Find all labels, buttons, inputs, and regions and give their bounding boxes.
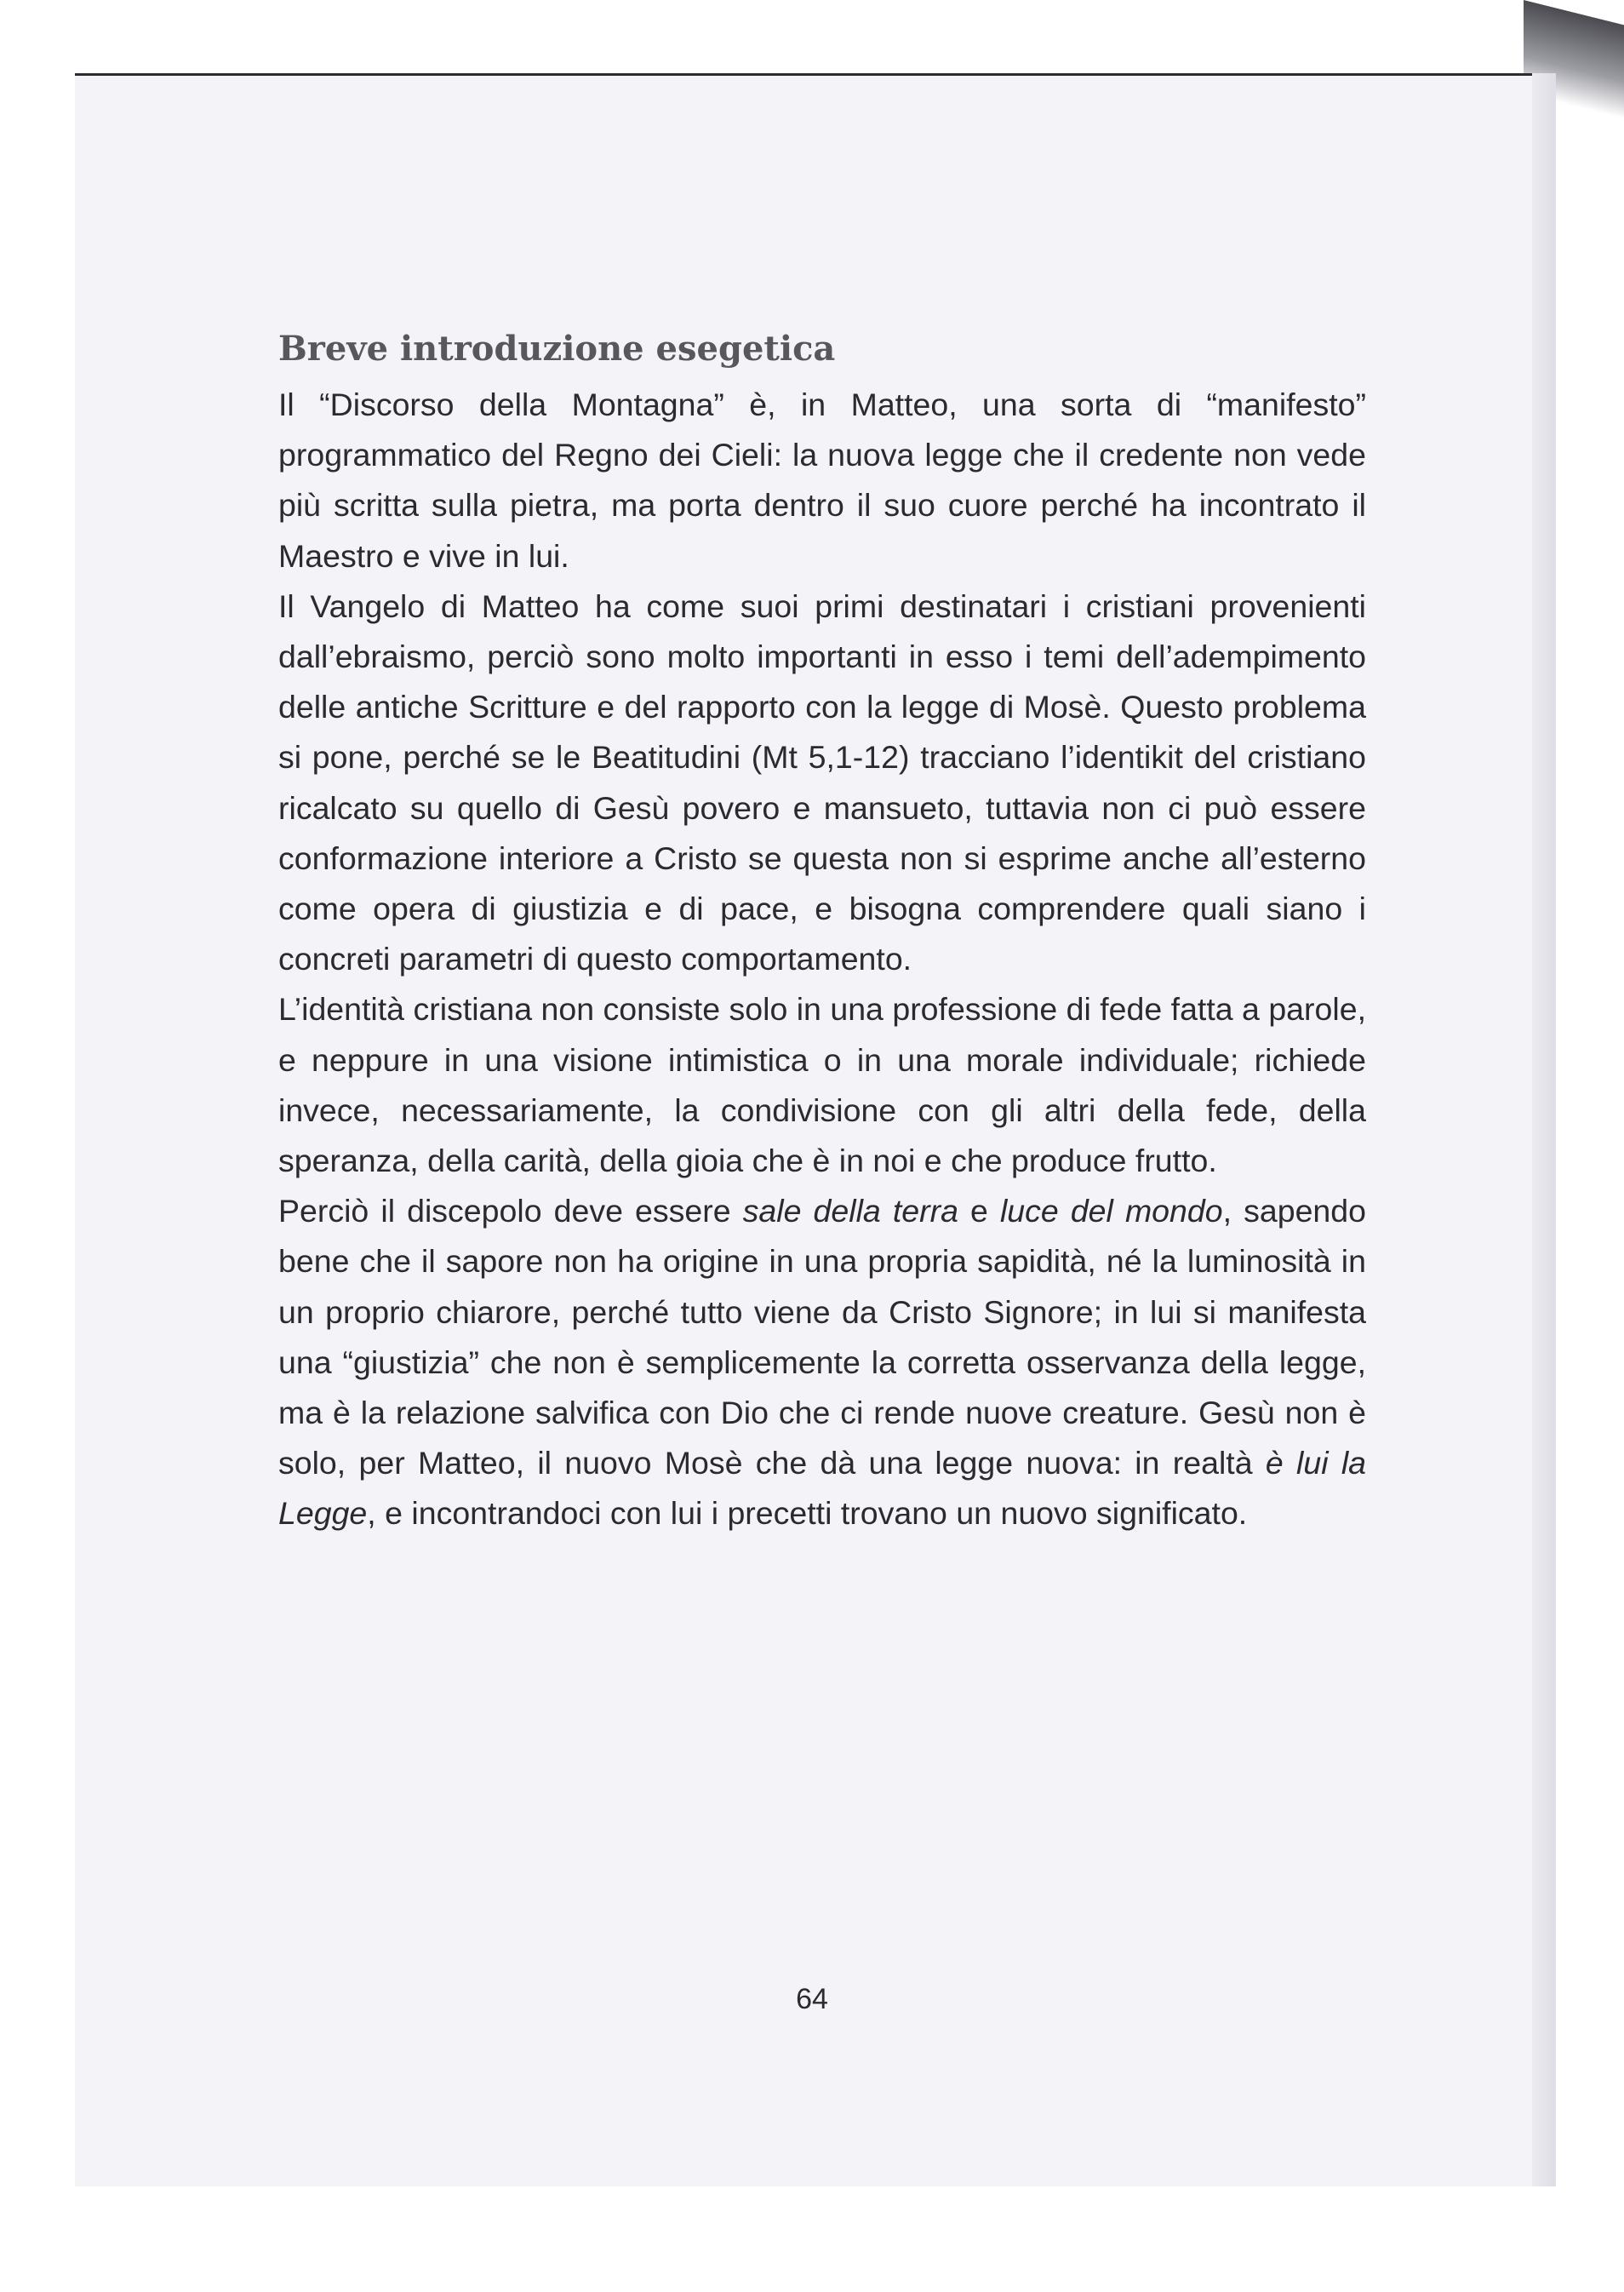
paragraph-4-italic-3: è lui la Legge — [278, 1445, 1366, 1532]
paragraph-1: Il “Discorso della Montagna” è, in Matteo, una sorta di “manifesto” programmatico del Regno dei Cieli: la nuova legge che il credente non vede più scritta sulla pietra, ma porta dentro il suo cuore perché ha incontrato il Maestro e vive in lui. — [278, 387, 1366, 574]
paragraph-4-italic-2: luce del mondo — [999, 1193, 1223, 1229]
page-edge — [1532, 73, 1556, 2186]
paragraph-3: L’identità cristiana non consiste solo in una professione di fede fatta a parole, e neppure in una visione intimistica o in una morale individuale; richiede invece, necessariamente, la condivisione con gli altri della fede, della speranza, della carità, della gioia che è in noi e che produce frutto. — [278, 991, 1366, 1179]
page-content — [278, 329, 1366, 1539]
page-number: 64 — [796, 1983, 828, 2015]
section-heading: Breve introduzione esegetica — [278, 329, 836, 369]
paragraph-4-italic-1: sale della terra — [742, 1193, 958, 1229]
paragraph-4-text-4: , e incontrandoci con lui i precetti trovano un nuovo significato. — [367, 1495, 1248, 1532]
paragraph-4-text-2: e — [958, 1193, 1000, 1229]
paragraph-2: Il Vangelo di Matteo ha come suoi primi destinatari i cristiani provenienti dall’ebraismo, perciò sono molto importanti in esso i temi dell’adempimento delle antiche Scritture e del rapporto con la legge di Mosè. Questo problema si pone, perché se le Beatitudini (Mt 5,1-12) tracciano l’identikit del cristiano ricalcato su quello di Gesù povero e mansueto, tuttavia non ci può essere conformazione interiore a Cristo se questa non si esprime anche all’esterno come opera di giustizia e di pace, e bisogna comprendere quali siano i concreti parametri di questo comportamento. — [278, 587, 1366, 977]
paragraph-4-text-3: , sapendo bene che il sapore non ha origine in una propria sapidità, né la luminosità in un proprio chiarore, perché tutto viene da Cristo Signore; in lui si manifesta una “giustizia” che non è semplicemente la corretta osservanza della legge, ma è la relazione salvifica con Dio che ci rende nuove creature. Gesù non è solo, per Matteo, il nuovo Mosè che dà una legge nuova: in realtà — [278, 1193, 1366, 1481]
paragraph-4 — [278, 1186, 1366, 1539]
paragraph-4-text-1: Perciò il discepolo deve essere — [278, 1193, 743, 1229]
